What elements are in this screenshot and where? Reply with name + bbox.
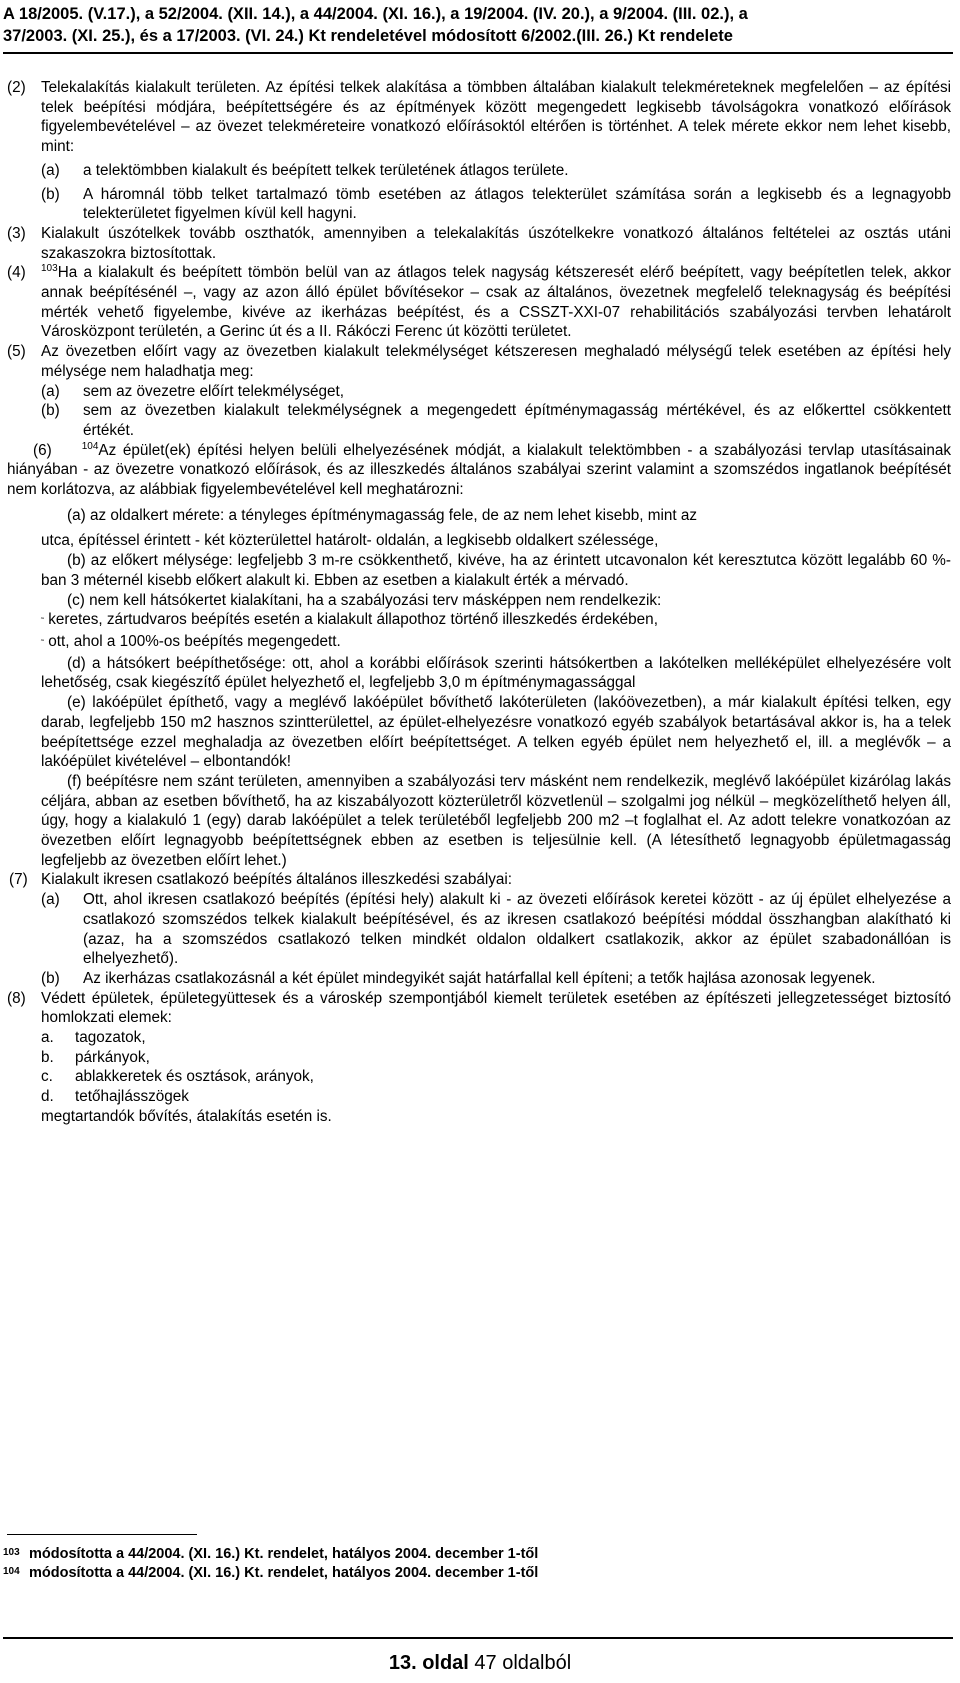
section-number: (3) <box>7 224 26 242</box>
section-text: Telekalakítás kialakult területen. Az építési telkek alakítása a tömbben általában kialakult telekméreteknek megfelelően – az építési telek beépítési módjára, beépítettségére és az építmények között megengedett legkisebb távolságokra vonatkozó előírások figyelembevételével – az övezet telekméreteire vonatkozó előírásoktól eltérően is történhet. A telek mérete ekkor nem lehet kisebb, mint: <box>41 79 951 156</box>
page-header <box>3 3 953 47</box>
section-number: (2) <box>7 79 26 96</box>
list-text: ablakkeretek és osztások, arányok, <box>75 1068 314 1086</box>
section-8 <box>7 989 951 1127</box>
page-number: 13. oldal <box>388 1652 469 1674</box>
page-total: 47 oldalból <box>468 1652 572 1674</box>
subitem-label: (b) <box>41 402 60 420</box>
footnote-ref: 103 <box>41 263 58 275</box>
list-text: tetőhajlásszögek <box>75 1088 189 1106</box>
footnote-number: 103 <box>3 1547 20 1558</box>
subitem-b <box>41 969 951 989</box>
list-text: tagozatok, <box>75 1029 146 1047</box>
subitem-b <box>41 185 951 224</box>
footnote-text: módosította a 44/2004. (XI. 16.) Kt. rendelet, hatályos 2004. december 1-től <box>29 1546 539 1562</box>
subitem-label: (a) <box>41 161 60 179</box>
subitem-text: a telektömbben kialakult és beépített telkek területének átlagos területe. <box>83 161 569 179</box>
subitem-f: (f) beépítésre nem szánt területen, amennyiben a szabályozási terv másként nem rendelkezik, meglévő lakóépület kizárólag lakás céljára, abban az esetben bővíthető, ha az kiszabályozott közterületről közvetlenül – szolgalmi jog nélkül – megközelíthető helyen áll, úgy, hogy a kialakuló 1 (egy) darab lakóépület a telek területéből legfeljebb 200 m2 –t foglalhat el. Az adott telekre vonatkozóan az övezetben előírt legnagyobb beépítettségnek ebben az esetben is teljesülnie kell. (A létesíthető legnagyobb épületmagasság legfeljebb az övezetben előírt lehet.) <box>41 772 951 869</box>
section-number: (8) <box>7 989 26 1007</box>
section-6 <box>7 441 951 871</box>
subitem-text: Az ikerházas csatlakozásnál a két épület mindegyikét saját határfallal kell építeni; a tetők hajlása azonosak legyenek. <box>83 969 876 987</box>
subitem-text: sem az övezetre előírt telekmélységet, <box>83 382 345 400</box>
subitem-a <box>41 161 951 181</box>
list-label: c. <box>41 1068 53 1086</box>
list-item <box>41 1087 951 1107</box>
section-closing: megtartandók bővítés, átalakítás esetén is. <box>41 1107 332 1125</box>
subitem-text: sem az övezetben kialakult telekmélységnek a megengedett építménymagasság mértékével, és az előkerttel csökkentett értékét. <box>83 402 951 439</box>
section-4 <box>7 263 951 342</box>
footnote-text: módosította a 44/2004. (XI. 16.) Kt. rendelet, hatályos 2004. december 1-től <box>29 1565 539 1581</box>
list-label: b. <box>41 1048 54 1066</box>
header-divider <box>3 52 953 54</box>
list-label: d. <box>41 1088 54 1106</box>
subitem-label: (b) <box>41 969 60 987</box>
footnote-divider <box>7 1534 197 1535</box>
section-2 <box>7 78 951 224</box>
header-line-2: 37/2003. (XI. 25.), és a 17/2003. (VI. 24.) Kt rendeletével módosított 6/2002.(III. 26.) Kt rendelete <box>3 27 733 45</box>
list-item <box>41 1028 951 1048</box>
subitem-c-line2: ˜ keretes, zártudvaros beépítés esetén a kialakult állapothoz történő illeszkedés érdekében, <box>41 611 658 629</box>
footnote-number: 104 <box>3 1566 20 1577</box>
subitem-a-line1: (a) az oldalkert mérete: a tényleges építménymagasság fele, de az nem lehet kisebb, mint az <box>67 506 698 524</box>
section-text: Ha a kialakult és beépített tömbön belül van az átlagos telek nagyság kétszeresét elérő beépített, vagy beépítetlen telek, akkor annak beépítésénél –, vagy az azon álló épület bővítésekor – csak az általános, övezetnek megfelelő teleknagyság és beépítési mérték vehető figyelembe, kivéve az ikerházas beépítést, és a CSSZT-XXI-07 rehabilitációs szabályozási tervben lehatárolt Városközpont területén, a Gerinc út és a II. Rákóczi Ferenc út közötti területet. <box>41 264 951 341</box>
header-line-1: A 18/2005. (V.17.), a 52/2004. (XII. 14.), a 44/2004. (XI. 16.), a 19/2004. (IV. 20.), a 9/2004. (III. 02.), a <box>3 5 748 23</box>
section-text: Kialakult úszótelkek tovább oszthatók, amennyiben a telekalakítás úszótelkekre vonatkozó általános feltételei az osztás utáni szakaszokra biztosítottak. <box>41 224 951 262</box>
list-label: a. <box>41 1029 54 1047</box>
section-number: (7) <box>9 871 28 889</box>
section-7 <box>7 870 951 988</box>
section-text: Az övezetben előírt vagy az övezetben kialakult telekmélységet kétszeresen meghaladó mélységű telek esetében az építési hely mélysége nem haladhatja meg: <box>41 343 951 380</box>
subitem-e: (e) lakóépület építhető, vagy a meglévő lakóépület bővíthető lakóterületen (lakóövezetben), a már kialakult építési telken, egy darab, legfeljebb 150 m2 hasznos szintterülettel, az épület-elhelyezésre vonatkozó egyéb szabályok betartásával akkor is, ha a telek beépítettsége ezzel meghaladja az övezetben előírt beépítettséget. A telken egyéb épület nem helyezhető el, ill. a meglévők – a lakóépület kivételével – elbontandók! <box>41 694 951 771</box>
section-text: Védett épületek, épületegyüttesek és a városkép szempontjából kiemelt területek esetében az építészeti jellegzetességet biztosító homlokzati elemek: <box>41 989 951 1027</box>
subitem-a <box>41 890 951 969</box>
document-body <box>7 78 951 1127</box>
subitem-b <box>41 401 951 440</box>
footnote-103 <box>3 1545 903 1564</box>
list-item <box>41 1067 951 1087</box>
subitem-label: (a) <box>41 382 60 400</box>
list-text: párkányok, <box>75 1048 150 1066</box>
subitem-c-line3: ˜ ott, ahol a 100%-os beépítés megengedett. <box>41 632 341 650</box>
section-text: Az épület(ek) építési helyen belüli elhelyezésének módját, a kialakult telektömbben - a szabályozási tervlap utasításainak hiányában - az övezetre vonatkozó előírások, és az illeszkedés általános szabályai szerint valamint a szomszédos ingatlanok beépítését nem korlátozva, az alábbiak figyelembevételével kell meghatározni: <box>7 441 951 499</box>
page-footer <box>0 1652 960 1675</box>
subitem-b: (b) az előkert mélysége: legfeljebb 3 m-re csökkenthető, kivéve, ha az érintett utcavonalon két keresztutca között legalább 60 %-ban 3 méternél kisebb előkert alakult ki. Ebben az esetben a kialakult érték a mérvadó. <box>41 552 951 589</box>
section-number: (5) <box>7 343 26 361</box>
subitem-label: (b) <box>41 185 60 203</box>
footnote-ref: 104 <box>81 440 99 452</box>
footnote-104 <box>3 1564 903 1583</box>
subitem-text: Ott, ahol ikresen csatlakozó beépítés (építési hely) alakult ki - az övezeti előírások keretei között - az új épület elhelyezése a csatlakozó szomszédos telkek kialakult beépítésével, és az ikresen csatlakozó beépítési móddal összhangban alakítható ki (azaz, ha a szomszédos csatlakozó telken mindkét oldalon oldalkert csatlakozik, akkor az épület szabadonállóan is elhelyezhető). <box>83 891 951 968</box>
subitem-label: (a) <box>41 891 60 909</box>
section-3 <box>7 224 951 263</box>
section-number: (4) <box>7 264 26 282</box>
list-item <box>41 1048 951 1068</box>
section-number: (6) <box>33 441 52 459</box>
subitem-a-line2: utca, építéssel érintett - két közterülettel határolt- oldalán, a legkisebb oldalkert szélessége, <box>41 532 659 550</box>
section-5 <box>7 342 951 441</box>
subitem-d: (d) a hátsókert beépíthetősége: ott, ahol a korábbi előírások szerinti hátsókertben a lakótelken melléképület elhelyezésére volt lehetőség, csak kiegészítő épület helyezhető el, legfeljebb 3,0 m építménymagassággal <box>41 654 951 692</box>
footer-divider <box>3 1637 953 1639</box>
section-text: Kialakult ikresen csatlakozó beépítés általános illeszkedési szabályai: <box>41 871 513 889</box>
subitem-c-line1: (c) nem kell hátsókertet kialakítani, ha a szabályozási terv másképpen nem rendelkezik: <box>67 591 662 609</box>
subitem-c <box>7 591 951 654</box>
subitem-a <box>41 382 951 402</box>
subitem-text: A háromnál több telket tartalmazó tömb esetében az átlagos telekterület számítása során a legkisebb és a legnagyobb telekterületet figyelmen kívül kell hagyni. <box>83 185 951 223</box>
footnotes <box>3 1545 903 1583</box>
